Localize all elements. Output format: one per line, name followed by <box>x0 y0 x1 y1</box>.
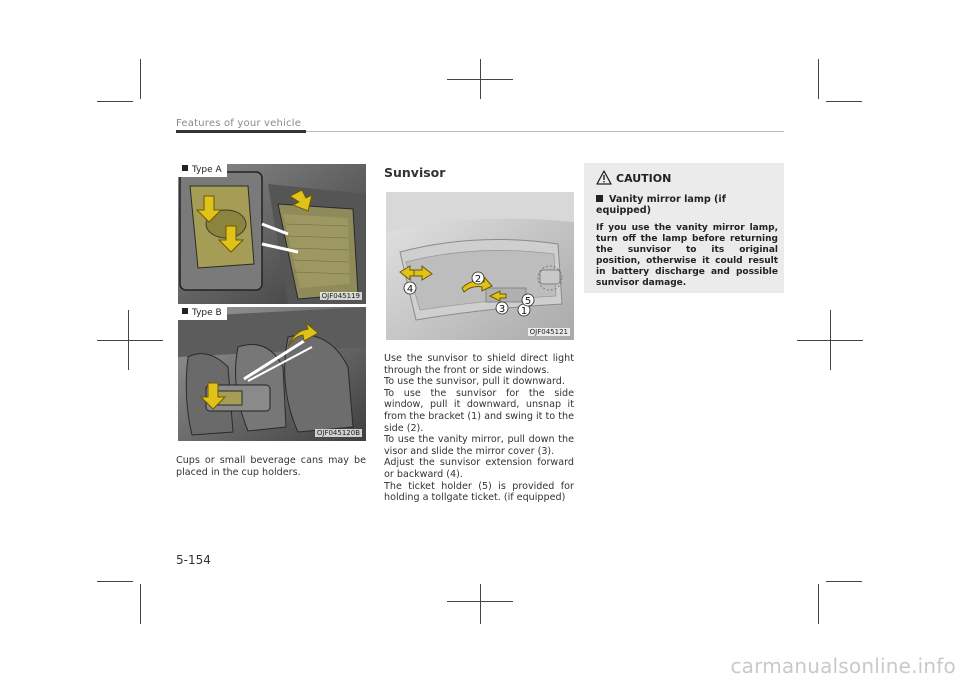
caution-box <box>584 163 784 293</box>
sunvisor-title: Sunvisor <box>384 165 446 180</box>
cup-holder-description: Cups or small beverage cans may be placed in the cup holders. <box>176 455 366 478</box>
figure-type-a <box>178 164 366 304</box>
caution-text: If you use the vanity mirror lamp, turn off the lamp before returning the sunvisor to its original position, otherwise it could result in battery discharge and possible sunvisor damage. <box>596 223 778 288</box>
type-b-label: Type B <box>178 307 227 320</box>
sunvisor-description <box>384 353 574 504</box>
callout-4: 4 <box>406 284 414 295</box>
watermark: carmanualsonline.info <box>730 654 956 678</box>
paragraph: Use the sunvisor to shield direct light through the front or side windows. <box>384 353 574 376</box>
cup-holder-type-b-illustration <box>178 307 366 441</box>
figure-type-b <box>178 307 366 441</box>
paragraph: Adjust the sunvisor extension forward or backward (4). <box>384 457 574 480</box>
section-header: Features of your vehicle <box>176 118 302 129</box>
warning-icon <box>596 170 612 185</box>
paragraph: To use the vanity mirror, pull down the visor and slide the mirror cover (3). <box>384 434 574 457</box>
figure-sunvisor <box>386 192 574 340</box>
page-number: 5-154 <box>176 553 211 567</box>
figure-code: OJF045120B <box>316 429 360 437</box>
caution-title: CAUTION <box>616 172 672 185</box>
callout-3: 3 <box>498 304 506 315</box>
callout-1: 1 <box>520 306 528 317</box>
caution-subtitle: Vanity mirror lamp (if equipped) <box>596 194 726 216</box>
paragraph: The ticket holder (5) is provided for holding a tollgate ticket. (if equipped) <box>384 480 574 504</box>
figure-code: OJF045119 <box>321 292 360 300</box>
paragraph: To use the sunvisor, pull it downward. <box>384 376 565 388</box>
callout-2: 2 <box>474 274 482 285</box>
header-rule-light <box>306 131 784 132</box>
sunvisor-illustration <box>386 192 574 340</box>
type-a-label: Type A <box>178 164 227 177</box>
callout-5: 5 <box>524 296 532 307</box>
paragraph: To use the sunvisor for the side window, pull it downward, unsnap it from the bracket (1) and swing it to the side (2). <box>384 387 574 434</box>
header-rule-dark <box>176 130 306 133</box>
figure-code: OJF045121 <box>529 328 568 336</box>
cup-holder-type-a-illustration <box>178 164 366 304</box>
